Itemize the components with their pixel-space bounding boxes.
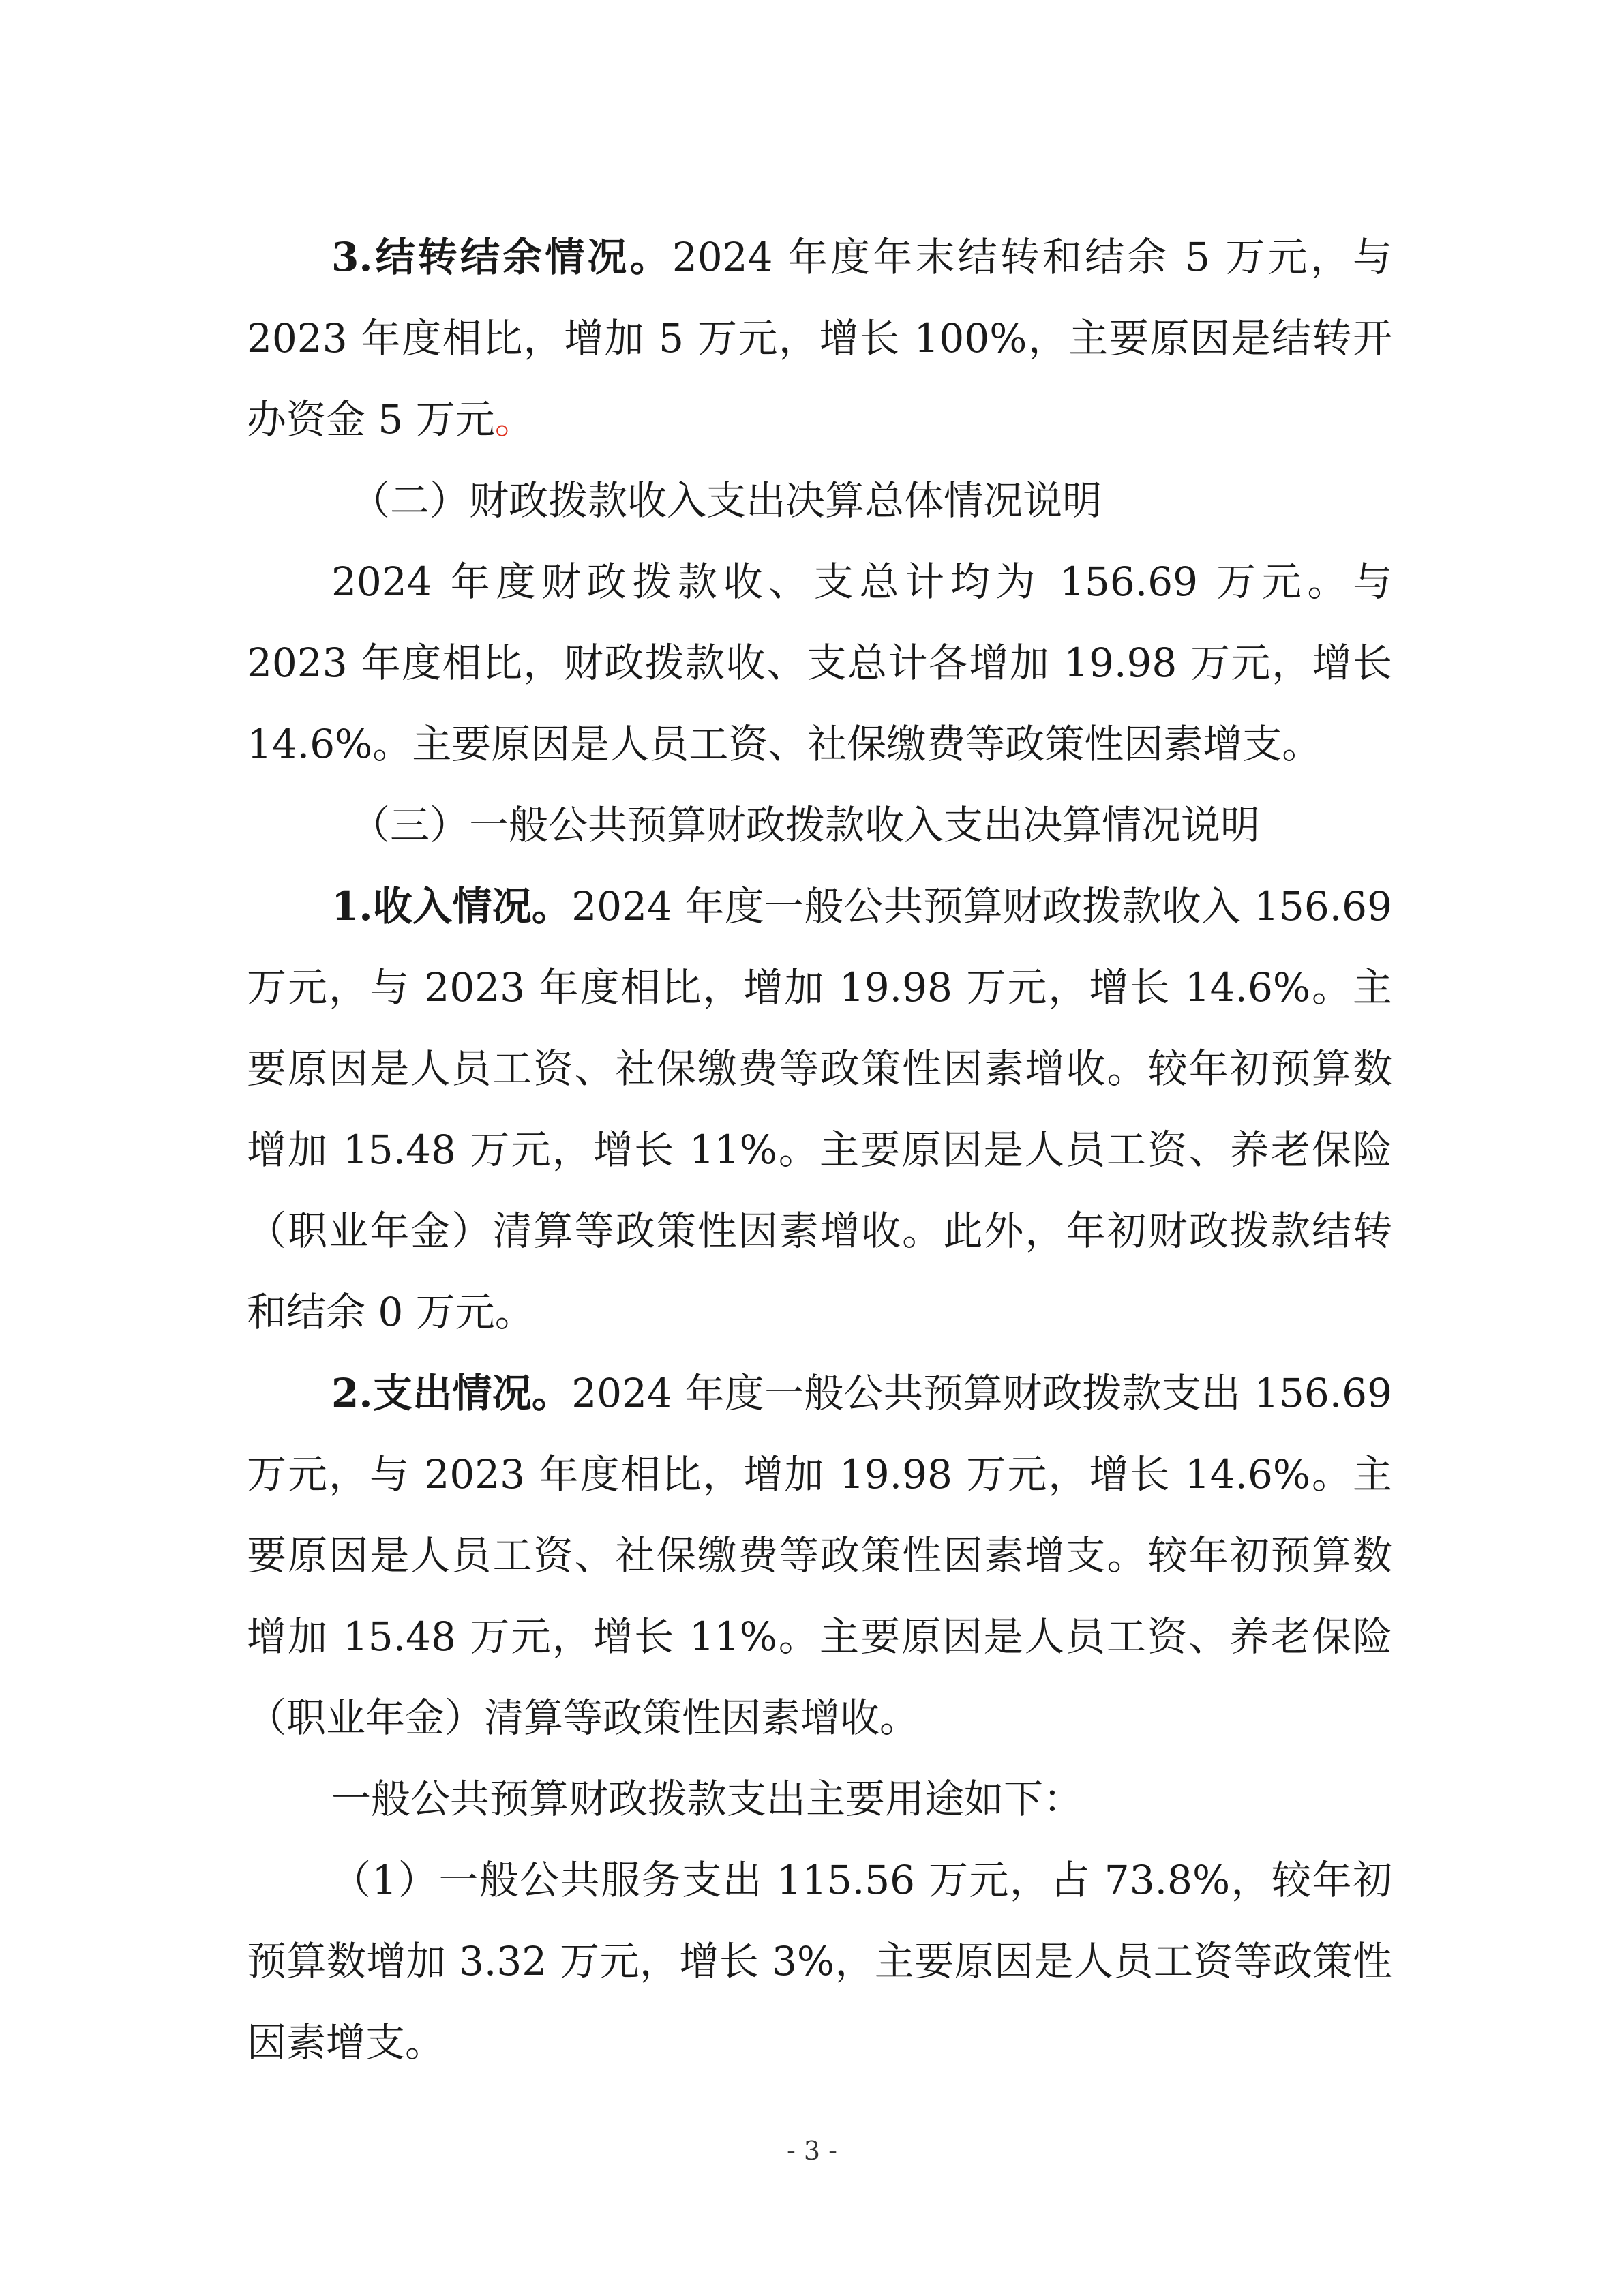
paragraph-text: 2024 年度年末结转和结余 5 万元，与 2023 年度相比，增加 5 万元，增长 100%，主要原因是结转开办资金 5 万元 (247, 234, 1392, 443)
paragraph-lead: 2.支出情况。 (331, 1370, 572, 1416)
heading-text: （三）一般公共预算财政拨款收入支出决算情况说明 (350, 802, 1261, 848)
paragraph-text: 2024 年度财政拨款收、支总计均为 156.69 万元。与 2023 年度相比，财政拨款收、支总计各增加 19.98 万元，增长 14.6%。主要原因是人员工资、社保缴费等政策性因素增支。 (247, 558, 1392, 767)
section-heading-2 (247, 460, 1392, 541)
heading-text: （二）财政拨款收入支出决算总体情况说明 (350, 477, 1102, 524)
paragraph-uses-intro (247, 1759, 1392, 1840)
page-number: - 3 - (786, 2136, 837, 2166)
section-heading-3 (247, 785, 1392, 866)
paragraph-text: 一般公共预算财政拨款支出主要用途如下： (331, 1776, 1083, 1822)
paragraph-fiscal-total (247, 541, 1392, 785)
paragraph-text: （1）一般公共服务支出 115.56 万元，占 73.8%，较年初预算数增加 3.32 万元，增长 3%，主要原因是人员工资等政策性因素增支。 (247, 1857, 1392, 2066)
paragraph-lead: 1.收入情况。 (331, 883, 572, 929)
paragraph-text: 2024 年度一般公共预算财政拨款支出 156.69 万元，与 2023 年度相比，增加 19.98 万元，增长 14.6%。主要原因是人员工资、社保缴费等政策性因素增支。较年初预算数增加 15.48 万元，增长 11%。主要原因是人员工资、养老保险（职业年金）清算等政策性因素增收。 (247, 1370, 1392, 1741)
document-body (247, 217, 1392, 2083)
paragraph-carryover-balance (247, 217, 1392, 460)
paragraph-expenditure (247, 1353, 1392, 1759)
paragraph-income (247, 866, 1392, 1353)
paragraph-text: 2024 年度一般公共预算财政拨款收入 156.69 万元，与 2023 年度相比，增加 19.98 万元，增长 14.6%。主要原因是人员工资、社保缴费等政策性因素增收。较年初预算数增加 15.48 万元，增长 11%。主要原因是人员工资、养老保险（职业年金）清算等政策性因素增收。此外，年初财政拨款结转和结余 0 万元。 (247, 883, 1392, 1335)
paragraph-public-service (247, 1840, 1392, 2083)
paragraph-lead: 3.结转结余情况。 (331, 234, 672, 280)
paragraph-tail: 。 (494, 396, 535, 443)
